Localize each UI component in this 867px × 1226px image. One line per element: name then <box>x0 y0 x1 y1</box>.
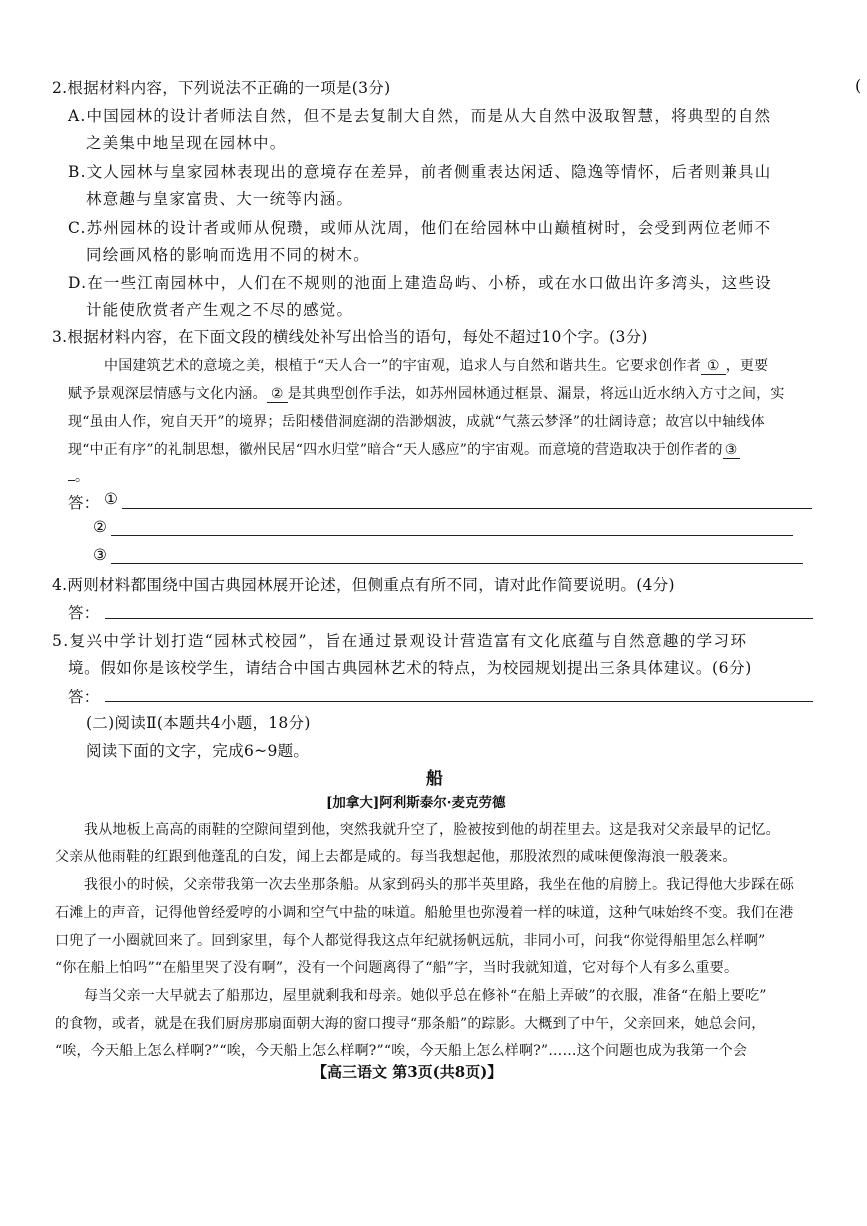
story-line-3: 我很小的时候，父亲带我第一次去坐那条船。从家到码头的那半英里路，我坐在他的肩膀上。我记得他大步踩在砾 <box>84 877 794 893</box>
option-d-line-1: D.在一些江南园林中，人们在不规则的池面上建造岛屿、小桥，或在水口做出许多湾头，这些设 <box>68 274 772 292</box>
story-line-2: 父亲从他雨鞋的红跟到他蓬乱的白发，闻上去都是咸的。每当我想起他，那股浓烈的咸味便像海浪一般袭来。 <box>55 849 737 865</box>
q3-answer-line-1[interactable] <box>122 508 812 509</box>
story-line-1: 我从地板上高高的雨鞋的空隙间望到他，突然我就升空了，脸被按到他的胡茬里去。这是我对父亲最早的记忆。 <box>84 822 780 838</box>
q3-answer-line-3[interactable] <box>111 563 803 564</box>
q3-passage-text: ，更要 <box>725 358 769 374</box>
q3-passage-text: 中国建筑艺术的意境之美，根植于“天人合一”的宇宙观，追求人与自然和谐共生。它要求创作者 <box>104 358 701 374</box>
question-5-stem-line-1: 5.复兴中学计划打造“园林式校园”，旨在通过景观设计营造富有文化底蕴与自然意趣的学习环 <box>52 632 748 650</box>
option-c-line-2: 同绘画风格的影响而选用不同的树木。 <box>86 246 370 264</box>
q3-answer-num-2: ② <box>93 518 108 536</box>
option-a-line-1: A.中国园林的设计者师法自然，但不是去复制大自然，而是从大自然中汲取智慧，将典型的自然 <box>68 107 772 125</box>
section-instruction: 阅读下面的文字，完成6~9题。 <box>86 742 310 760</box>
story-line-4: 石滩上的声音，记得他曾经爱哼的小调和空气中盐的味道。船舱里也弥漫着一样的味道，这种气味始终不变。我们在港 <box>55 905 794 921</box>
q3-passage-line-2 <box>68 383 785 403</box>
q5-answer-label: 答： <box>68 688 100 706</box>
blank-3: ③ <box>724 442 738 458</box>
q4-answer-label: 答： <box>68 604 100 622</box>
q3-passage-line-3: 现“虽由人作，宛自天开”的境界；岳阳楼借洞庭湖的浩渺烟波，成就“气蒸云梦泽”的壮阔诗意；故宫以中轴线体 <box>68 414 765 430</box>
q3-answer-label: 答： <box>68 494 100 512</box>
option-a-line-2: 之美集中地呈现在园林中。 <box>86 134 287 152</box>
q3-passage-line-4 <box>68 439 740 459</box>
q3-passage-line-1 <box>104 355 768 375</box>
corner-mark: ( <box>855 76 862 95</box>
story-line-8: 的食物，或者，就是在我们厨房那扇面朝大海的窗口搜寻“那条船”的踪影。大概到了中午，父亲回来，她总会问， <box>55 1016 766 1032</box>
page-footer: 【高三语文 第3页(共8页)】 <box>312 1063 503 1081</box>
q4-answer-line[interactable] <box>105 618 813 619</box>
question-4-stem: 4.两则材料都围绕中国古典园林展开论述，但侧重点有所不同，请对此作简要说明。(4分) <box>52 576 675 594</box>
story-title: 船 <box>426 769 443 789</box>
q3-answer-line-2[interactable] <box>111 535 793 536</box>
q3-passage-text: 赋予景观深层情感与文化内涵。 <box>68 386 267 402</box>
question-2-stem: 2.根据材料内容，下列说法不正确的一项是(3分) <box>52 79 391 97</box>
q3-answer-num-1: ① <box>104 490 119 508</box>
q3-passage-text: 。 <box>75 469 90 485</box>
q3-passage-text: 是其典型创作手法，如苏州园林通过框景、漏景，将远山近水纳入方寸之间，实 <box>287 386 785 402</box>
story-line-7: 每当父亲一大早就去了船那边，屋里就剩我和母亲。她似乎总在修补“在船上弄破”的衣服，准备“在船上要吃” <box>84 988 767 1004</box>
blank-2: ② <box>267 386 288 403</box>
blank-3-tail <box>68 480 75 481</box>
story-author: [加拿大]阿利斯泰尔·麦克劳德 <box>326 795 506 811</box>
q3-answer-num-3: ③ <box>93 546 108 564</box>
blank-1: ① <box>701 358 726 375</box>
section-heading: (二)阅读Ⅱ(本题共4小题，18分) <box>86 714 311 732</box>
q3-passage-text: 现“中正有序”的礼制思想，徽州民居“四水归堂”暗合“天人感应”的宇宙观。而意境的营造取决于创作者的 <box>68 442 723 458</box>
q5-answer-line[interactable] <box>105 701 813 702</box>
option-d-line-2: 计能使欣赏者产生观之不尽的感觉。 <box>86 301 354 319</box>
question-3-stem: 3.根据材料内容，在下面文段的横线处补写出恰当的语句，每处不超过10个字。(3分) <box>52 328 648 346</box>
option-c-line-1: C.苏州园林的设计者或师从倪瓒，或师从沈周，他们在给园林中山巅植树时，会受到两位老师不 <box>68 219 772 237</box>
option-b-line-2: 林意趣与皇家富贵、大一统等内涵。 <box>86 190 354 208</box>
q3-passage-line-5 <box>68 466 89 486</box>
story-line-5: 口兜了一小圈就回来了。回到家里，每个人都觉得我这点年纪就扬帆远航，非同小可，问我“你觉得船里怎么样啊” <box>55 933 766 949</box>
question-5-stem-line-2: 境。假如你是该校学生，请结合中国古典园林艺术的特点，为校园规划提出三条具体建议。(6分) <box>68 659 752 677</box>
story-line-6: “你在船上怕吗”“在船里哭了没有啊”，没有一个问题离得了“船”字，当时我就知道，它对每个人有多么重要。 <box>55 960 739 976</box>
option-b-line-1: B.文人园林与皇家园林表现出的意境存在差异，前者侧重表达闲适、隐逸等情怀，后者则兼具山 <box>68 163 772 181</box>
story-line-9: “唉，今天船上怎么样啊?”“唉，今天船上怎么样啊?”“唉，今天船上怎么样啊?”……这个问题也成为我第一个会 <box>55 1043 748 1059</box>
